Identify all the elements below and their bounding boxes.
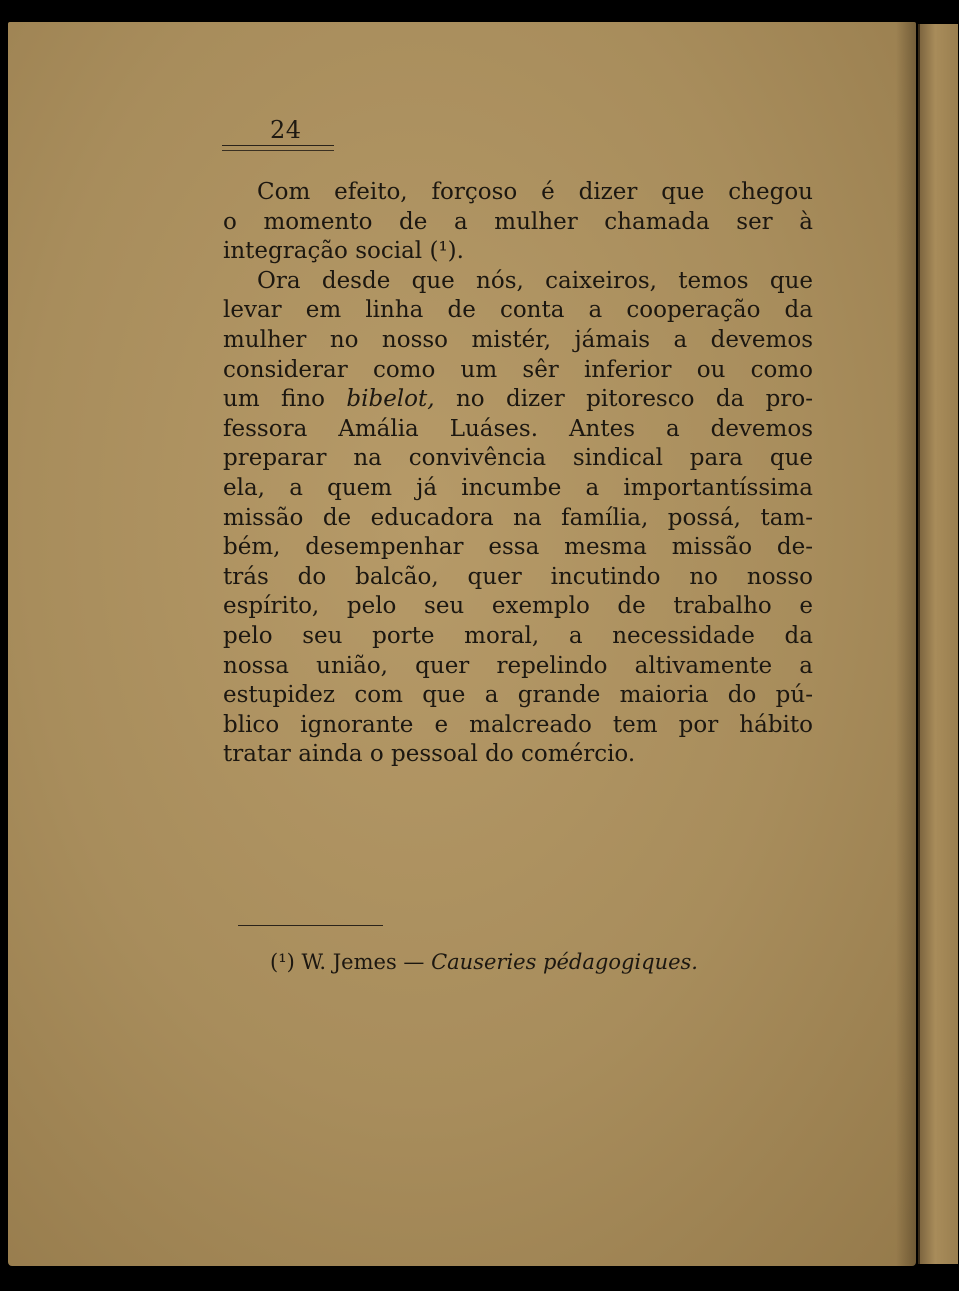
text-line-with-italic [223,385,813,415]
page-number-rule [222,145,334,146]
text-line: integração social (¹). [223,238,464,265]
text-line: ela, a quem já incumbe a importantíssima [223,474,813,501]
footnote [270,950,698,974]
footnote-marker: (¹) [270,950,295,974]
text-line: trás do balcão, quer incutindo no nosso [223,563,813,590]
footnote-author: W. Jemes — [301,950,432,974]
text-line: blico ignorante e malcreado tem por hábito [223,711,813,738]
page-number: 24 [270,116,302,144]
text-line: tratar ainda o pessoal do comércio. [223,741,636,768]
page-number-rule-secondary [222,150,334,151]
text-line: pelo seu porte moral, a necessidade da [223,622,813,649]
footnote-rule [238,925,383,926]
text-line: preparar na convivência sindical para que [223,445,813,472]
footnote-title: Causeries pédagogiques. [431,950,698,974]
spine-shadow [896,22,916,1266]
adjacent-page-edge [918,24,958,1264]
text-line: levar em linha de conta a cooperação da [223,297,813,324]
text-line: estupidez com que a grande maioria do pú- [223,682,813,709]
text-line: fessora Amália Luáses. Antes a devemos [223,415,813,442]
text-segment: um fino [223,386,347,413]
text-line: Ora desde que nós, caixeiros, temos que [257,267,813,294]
italic-term: bibelot, [346,386,435,413]
text-line: Com efeito, forçoso é dizer que chegou [257,179,813,205]
text-line: bém, desempenhar essa mesma missão de- [223,534,813,561]
text-line: espírito, pelo seu exemplo de trabalho e [223,593,813,620]
text-line: considerar como um sêr inferior ou como [223,356,813,383]
text-line: o momento de a mulher chamada ser à [223,208,813,235]
text-line: missão de educadora na família, possá, tam- [223,504,813,531]
text-segment: no dizer pitoresco da pro- [434,386,813,413]
text-line: mulher no nosso mistér, jámais a devemos [223,326,813,353]
body-text [223,178,813,770]
text-line: nossa união, quer repelindo altivamente a [223,652,813,679]
